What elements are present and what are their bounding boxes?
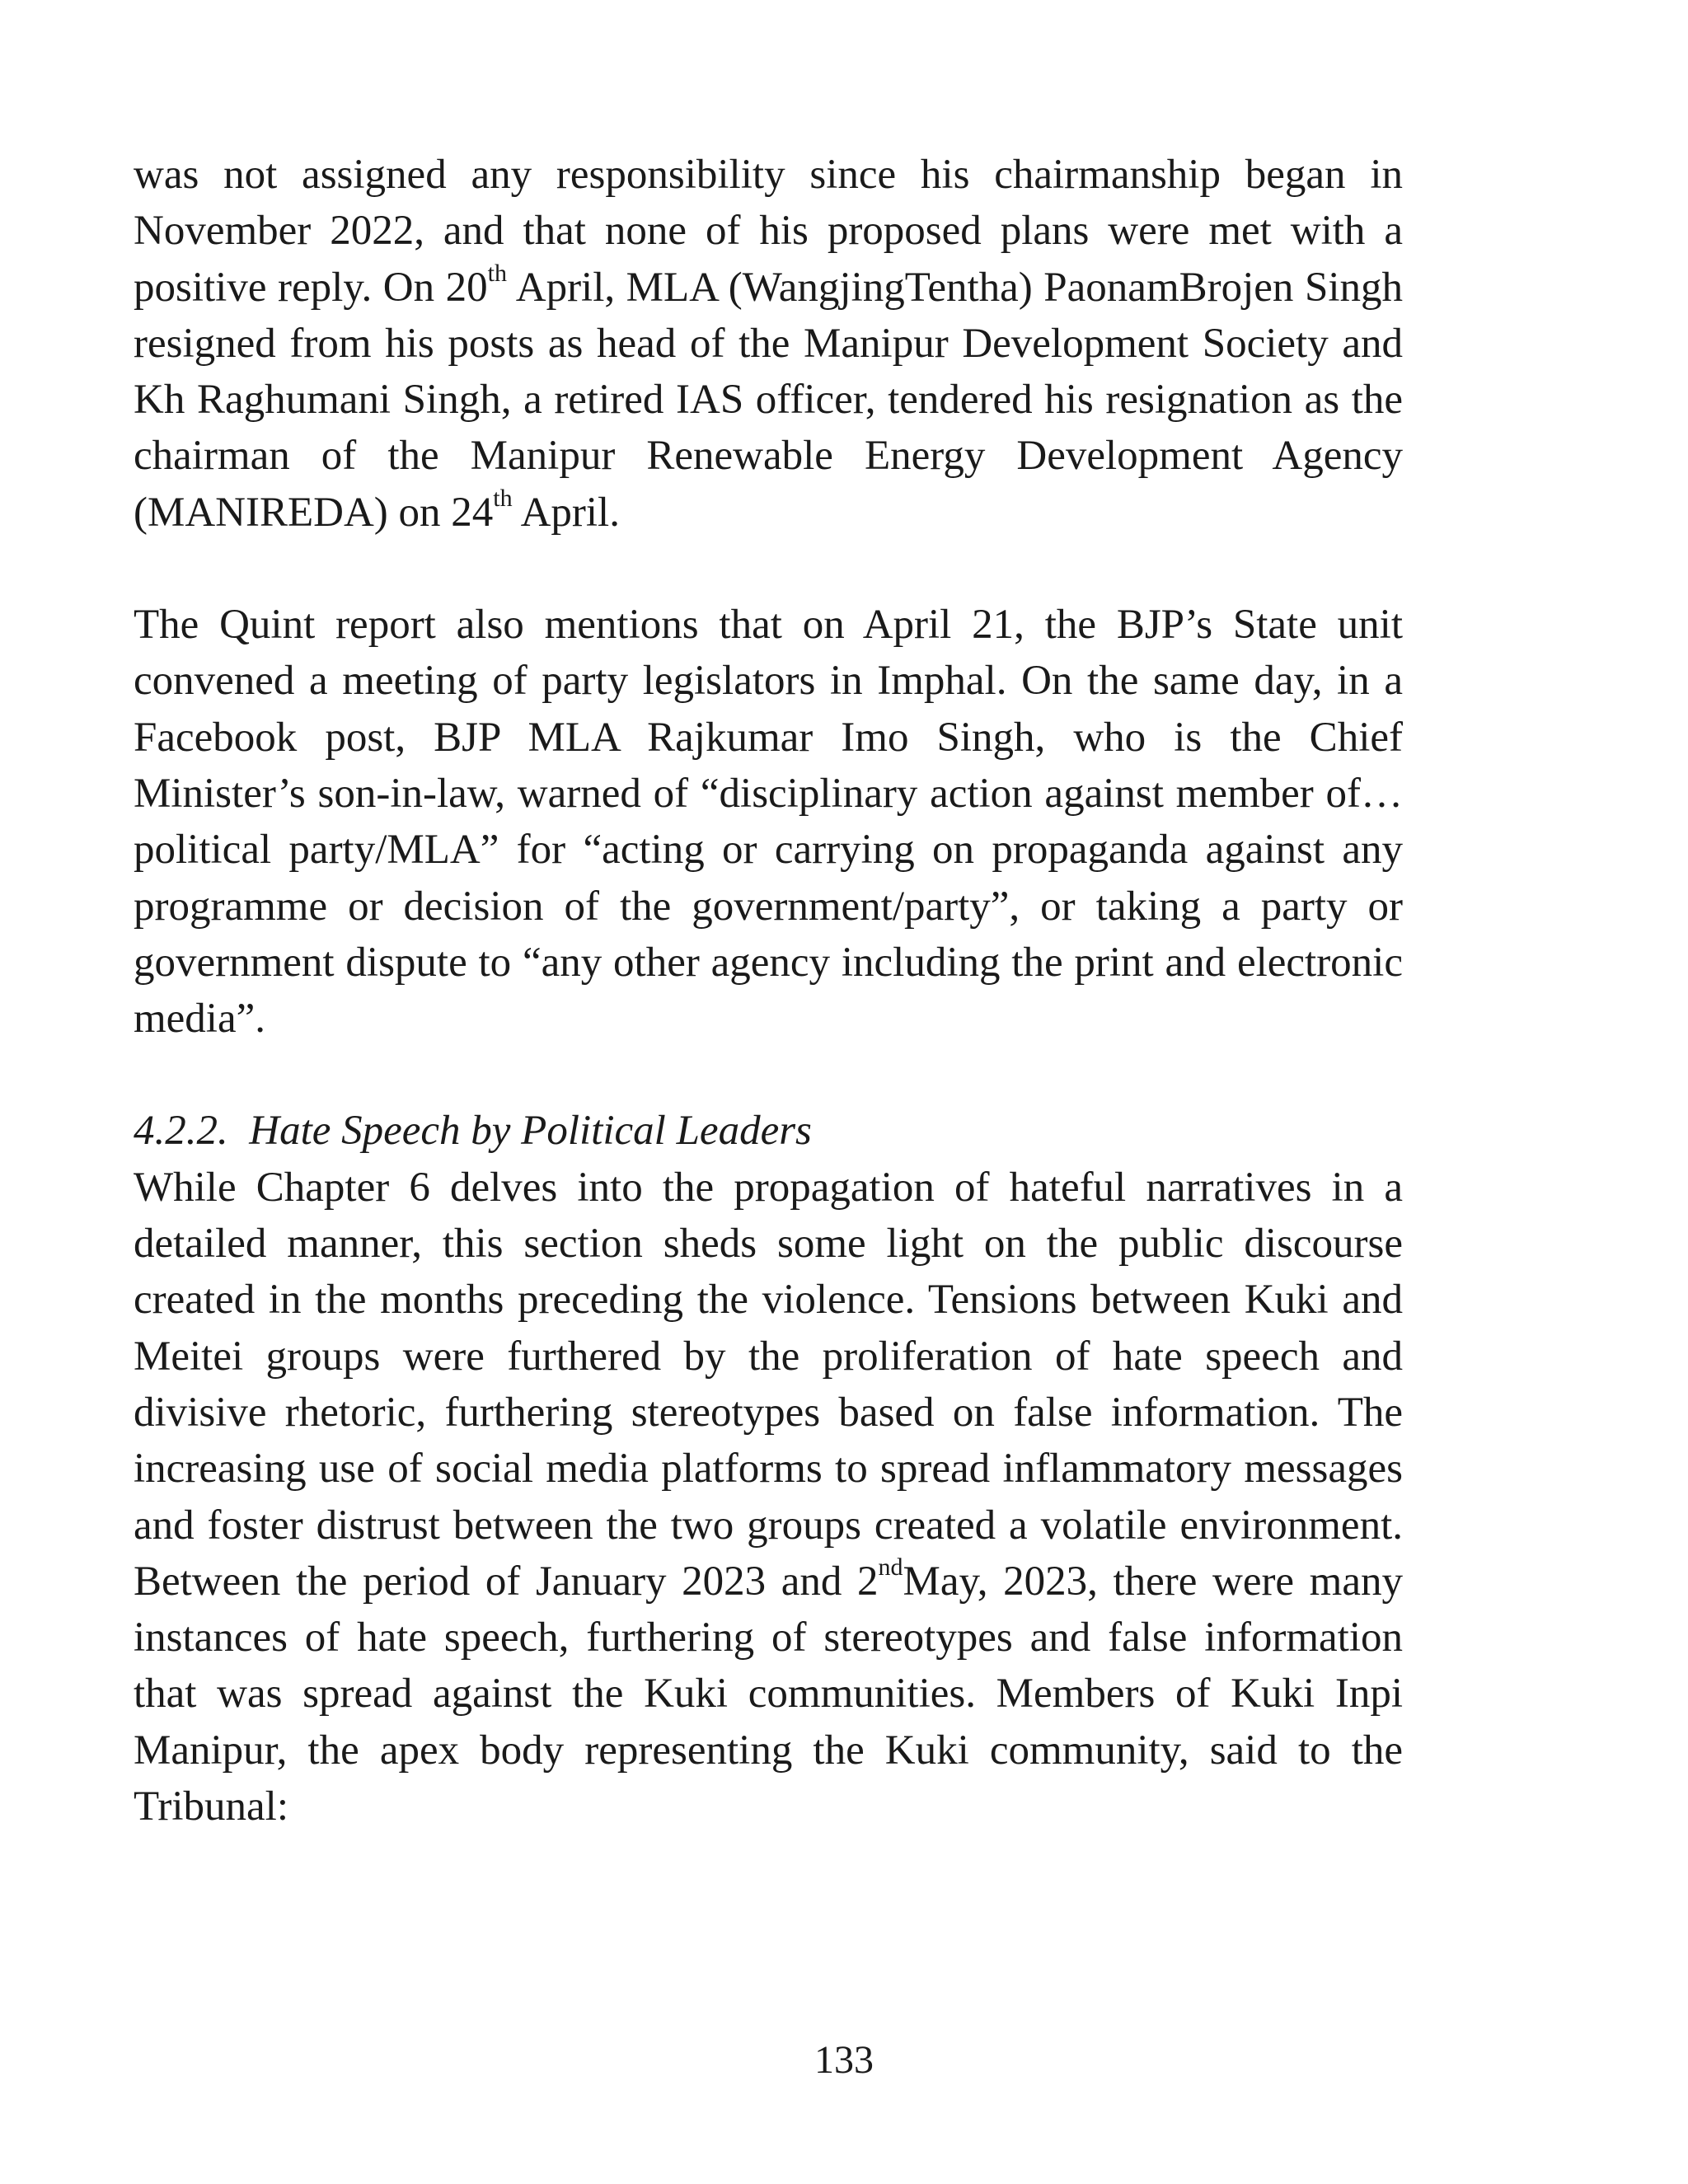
paragraph-text: May, 2023, there were many instances of hate speech, furthering of stereotypes and false information that was spread against the Kuki communities. Members of Kuki Inpi Manipur, the apex body representing the Kuki community, said to the Tribunal: (134, 1558, 1403, 1830)
paragraph-text: While Chapter 6 delves into the propagation of hateful narratives in a detailed manner, this section sheds some light on the public discourse created in the months preceding the violence. Tensions between Kuki and Meitei groups were furthered by the proliferation of hate speech and divisive rhetoric, furthering stereotypes based on false information. The increasing use of social media platforms to spread inflammatory messages and foster distrust between the two groups created a volatile environment. Between the period of January 2023 and 2 (134, 1164, 1403, 1605)
paragraph-hate-speech (134, 1160, 1403, 1835)
paragraph-text: was not assigned any responsibility since his chairmanship began in November 2022, and that none of his proposed plans were met with a positive reply. On 20 (134, 152, 1403, 311)
paragraph-spacer (134, 1047, 1403, 1103)
ordinal-suffix: th (487, 259, 508, 287)
paragraph-spacer (134, 541, 1403, 597)
paragraph-resignations (134, 147, 1403, 541)
paragraph-text: April. (512, 489, 620, 536)
paragraph-quint-report (134, 597, 1403, 1047)
paragraph-text: April, MLA (WangjingTentha) PaonamBrojen Singh resigned from his posts as head of the Manipur Development Society and Kh Raghumani Singh, a retired IAS officer, tendered his resignation as the chairman of the Manipur Renewable Energy Development Agency (MANIREDA) on 24 (134, 264, 1403, 536)
ordinal-suffix: th (493, 484, 513, 512)
section-title: Hate Speech by Political Leaders (249, 1108, 812, 1155)
page-number: 133 (814, 2038, 874, 2082)
paragraph-text: The Quint report also mentions that on April 21, the BJP’s State unit convened a meeting of party legislators in Imphal. On the same day, in a Facebook post, BJP MLA Rajkumar Imo Singh, who is the Chief Minister’s son-in-law, warned of “disciplinary action against member of… political party/MLA” for “acting or carrying on propaganda against any programme or decision of the government/party”, or taking a party or government dispute to “any other agency including the print and electronic media”. (134, 602, 1403, 1043)
page-content (134, 147, 1403, 1835)
section-number: 4.2.2. (134, 1108, 228, 1155)
ordinal-suffix: nd (878, 1553, 903, 1581)
section-heading (134, 1103, 1403, 1159)
